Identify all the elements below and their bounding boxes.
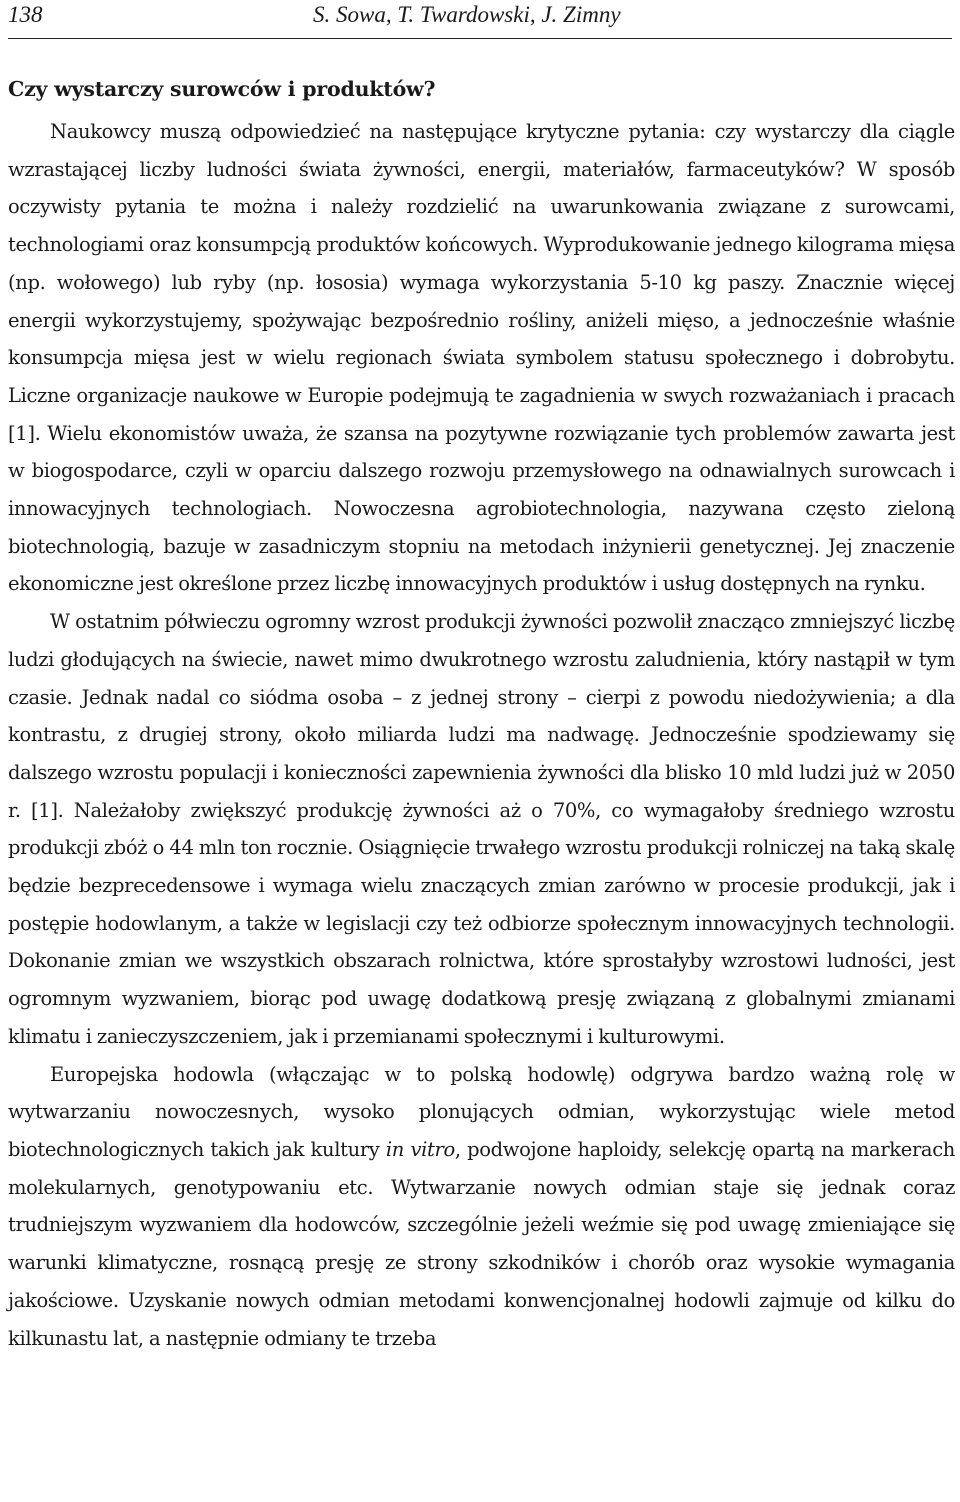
section-title: Czy wystarczy surowców i produktów?	[8, 77, 436, 101]
paragraph-3-start: Europejska hodowla (włączając w to polską hodowlę) odgrywa bardzo ważną rolę w wytwarzaniu nowoczesnych, wysoko plonujących odmian, wykorzystując wiele metod biotechnologicznych takich jak kultury	[8, 1062, 955, 1161]
header-rule	[8, 38, 952, 39]
italic-term: in vitro	[385, 1137, 455, 1161]
page-header	[8, 0, 952, 30]
paragraph-3-end: , podwojone haploidy, selekcję opartą na markerach molekularnych, genotypowaniu etc. Wytwarzanie nowych odmian staje się jednak coraz trudniejszym wyzwaniem dla hodowców, szczególnie jeżeli weźmie się pod uwagę zmieniające się warunki klimatyczne, rosnącą presję ze strony szkodników i chorób oraz wysokie wymagania jakościowe. Uzyskanie nowych odmian metodami konwencjonalnej hodowli zajmuje od kilku do kilkunastu lat, a następnie odmiany te trzeba	[8, 1137, 955, 1350]
body-text	[8, 113, 955, 1357]
paragraph-2: W ostatnim półwieczu ogromny wzrost produkcji żywności pozwolił znacząco zmniejszyć liczbę ludzi głodujących na świecie, nawet mimo dwukrotnego wzrostu zaludnienia, który nastąpił w tym czasie. Jednak nadal co siódma osoba – z jednej strony – cierpi z powodu niedożywienia; a dla kontrastu, z drugiej strony, około miliarda ludzi ma nadwagę. Jednocześnie spodziewamy się dalszego wzrostu populacji i konieczności zapewnienia żywności dla blisko 10 mld ludzi już w 2050 r. [1]. Należałoby zwiększyć produkcję żywności aż o 70%, co wymagałoby średniego wzrostu produkcji zbóż o 44 mln ton rocznie. Osiągnięcie trwałego wzrostu produkcji rolniczej na taką skalę będzie bezprecedensowe i wymaga wielu znaczących zmian zarówno w procesie produkcji, jak i postępie hodowlanym, a także w legislacji czy też odbiorze społecznym innowacyjnych technologii. Dokonanie zmian we wszystkich obszarach rolnictwa, które sprostałyby wzrostowi ludności, jest ogromnym wyzwaniem, biorąc pod uwagę dodatkową presję związaną z globalnymi zmianami klimatu i zanieczyszczeniem, jak i przemianami społecznymi i kulturowymi.	[8, 610, 955, 1048]
paragraph-1: Naukowcy muszą odpowiedzieć na następujące krytyczne pytania: czy wystarczy dla ciągle wzrastającej liczby ludności świata żywności, energii, materiałów, farmaceutyków? W sposób oczywisty pytania te można i należy rozdzielić na uwarunkowania związane z surowcami, technologiami oraz konsumpcją produktów końcowych. Wyprodukowanie jednego kilograma mięsa (np. wołowego) lub ryby (np. łososia) wymaga wykorzystania 5-10 kg paszy. Znacznie więcej energii wykorzystujemy, spożywając bezpośrednio rośliny, aniżeli mięso, a jednocześnie właśnie konsumpcja mięsa jest w wielu regionach świata symbolem statusu społecznego i dobrobytu. Liczne organizacje naukowe w Europie podejmują te zagadnienia w swych rozważaniach i pracach [1]. Wielu ekonomistów uważa, że szansa na pozytywne rozwiązanie tych problemów zawarta jest w biogospodarce, czyli w oparciu dalszego rozwoju przemysłowego na odnawialnych surowcach i innowacyjnych technologiach. Nowoczesna agrobiotechnologia, nazywana często zieloną biotechnologią, bazuje w zasadniczym stopniu na metodach inżynierii genetycznej. Jej znaczenie ekonomiczne jest określone przez liczbę innowacyjnych produktów i usług dostępnych na rynku.	[8, 120, 955, 596]
page-number: 138	[8, 2, 43, 27]
paragraph-3	[8, 1056, 955, 1358]
running-head-authors: S. Sowa, T. Twardowski, J. Zimny	[313, 2, 621, 27]
